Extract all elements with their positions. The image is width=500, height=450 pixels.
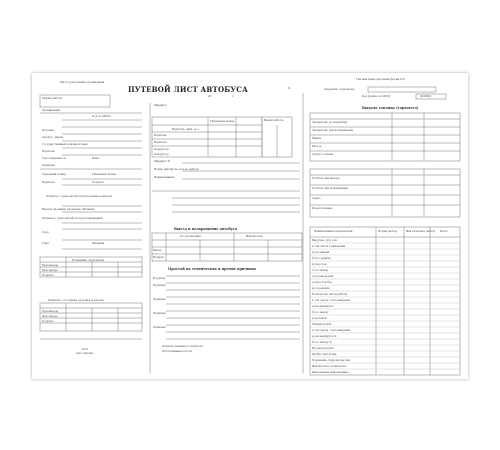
downtime-header: Простой на технических и прочих причинах xyxy=(168,267,257,271)
indicator-row-label: Общий пробег xyxy=(312,323,332,326)
indicator-row-label: в том числе с пассажирами xyxy=(312,329,351,332)
assignment-label: Наименование xyxy=(154,176,175,179)
depart-col-schedule: По расписанию xyxy=(180,235,202,238)
conductor-row-1: Кондуктор xyxy=(154,148,169,151)
time-in-label: Срок xyxy=(42,231,49,234)
indicator-row-label: Количество часов работы xyxy=(312,293,348,296)
accepted-label: Отметка о сдаче автобуса при возвращении xyxy=(42,217,103,220)
med-row-in: При заезде xyxy=(42,315,58,318)
driver-row-2: Водитель xyxy=(154,141,167,144)
downtime-reason-3: Причина xyxy=(153,312,166,315)
col-personnel: Табельный номер xyxy=(210,120,235,123)
indicator-row-label: б) по графику xyxy=(312,257,331,260)
med-label: Отметка о состоянии здоровья водителя xyxy=(48,299,104,302)
sign-line-label: Отметка о сдаче автобуса при приеме водителя xyxy=(46,195,113,198)
form-code: Типовая межотраслевая форма № 6 xyxy=(356,78,406,81)
depart-row-out: Выезд xyxy=(153,249,162,252)
indicator-col-norm: Норма расход xyxy=(378,230,398,233)
time-label-1: Остаток при выезде xyxy=(312,177,340,180)
indicator-row-label: в) простои xyxy=(312,263,327,266)
form-title: ПУТЕВОЙ ЛИСТ АВТОБУСА xyxy=(128,85,248,94)
time-label-3: Сдано xyxy=(312,197,321,200)
indicator-row-label: Фактическое количество xyxy=(312,365,347,368)
mechanic-label: Механик xyxy=(92,242,105,245)
med-row-sign: Подпись xyxy=(42,320,54,323)
number-sign: № xyxy=(288,87,291,90)
control-signature: Отметка линейного контроля xyxy=(162,345,203,348)
stamp-label: М.П. xyxy=(82,348,89,351)
indicator-col-total: Всего xyxy=(440,230,448,233)
fuel-row-1: Заправлено по нормативу xyxy=(312,121,348,124)
personnel-label: Табельный номер xyxy=(92,173,117,176)
sign-label: Подпись xyxy=(92,181,104,184)
col-work: Время работы xyxy=(264,119,284,122)
class-label: Класс xyxy=(92,157,101,160)
column-label: Колонна xyxy=(42,129,54,132)
org-stamp-label: Место для штампа организации xyxy=(60,81,105,84)
med-row-out: При выезде xyxy=(42,310,59,313)
year-label: г. xyxy=(232,95,235,98)
indicator-row-label: ж) в ремонте xyxy=(312,287,330,290)
indicator-row-label: б) по заказу xyxy=(312,311,329,314)
indicator-row-label: Пробег при возвр. xyxy=(312,353,338,356)
fuel-header: Выдача топлива (горючего) xyxy=(362,106,419,110)
garage-label: Гаражный номер xyxy=(42,173,66,176)
fuel-row-2: Заправлено при возвращении xyxy=(312,129,354,132)
indicator-row-label: а) на маршруте xyxy=(312,305,334,308)
counter-header: Показания спидометра xyxy=(72,259,105,262)
downtime-from: В группе xyxy=(153,277,166,280)
departure-header: Выезд и возвращение автобуса xyxy=(174,227,238,231)
org-label: Организация xyxy=(42,109,61,112)
indicator-row-label: г) по заказу xyxy=(312,269,329,272)
driver-id-label: Удостоверение № xyxy=(42,157,66,160)
service-signature: Обслуживание в пути xyxy=(162,350,192,353)
fuel-row-3: Марка xyxy=(312,137,322,140)
indicator-row-label: в том числе с пассажирами xyxy=(312,299,351,302)
indicator-row-label: Выручка, руб. коп. xyxy=(312,239,338,242)
gov-number-label: Государственный номерной знак xyxy=(42,143,88,146)
trailer-label: Прицепы xyxy=(42,164,55,167)
release-label: Выпуск на линию разрешен. Механик xyxy=(42,208,95,211)
okud-label: Код формы по ОКУД xyxy=(362,95,391,98)
okud-value: 0345001 xyxy=(420,95,432,98)
driver-row-1: Водитель xyxy=(154,134,167,137)
drivers-header: Водитель, фам., и.о. xyxy=(172,128,200,131)
indicator-col-fact: Факт-ические расход xyxy=(406,230,436,233)
indicator-col-name: Наименование показателей xyxy=(314,230,353,233)
fuel-row-4: Расход xyxy=(312,145,322,148)
indicator-row-label: б) по заказу № xyxy=(312,341,332,344)
depart-row-back: Возврат xyxy=(153,256,164,259)
time-label-2: Остаток при возвращении xyxy=(312,187,349,190)
route-order-label: Номер маршрута, кол-во рейсов xyxy=(154,168,199,171)
checked-by-label: Водитель xyxy=(42,181,55,184)
time-label-4: Израсходовано xyxy=(312,207,333,210)
okpo-label: Код по ОКПО xyxy=(92,115,111,118)
counter-row-sign: Подпись xyxy=(42,274,54,277)
ownership-label: Сведения о перевозке xyxy=(324,88,355,91)
date-label: 20 xyxy=(208,95,212,98)
indicator-row-label: в) нулевой xyxy=(312,317,327,320)
doctor-label: или отметки xyxy=(76,352,94,355)
work-mode-label: Режим работы xyxy=(42,97,63,100)
bus-brand-label: Автобус, марка xyxy=(42,136,64,139)
depart-col-actual: Фактически xyxy=(246,235,263,238)
indicator-row-label: в том числе в движении xyxy=(312,245,346,248)
route-label: Маршрут xyxy=(154,104,167,107)
waybill-sheet xyxy=(32,73,468,379)
time-to-label: Сдал xyxy=(42,242,49,245)
indicator-row-label: а) на маршруте № xyxy=(312,335,337,338)
indicator-row-label: Выполнение выполненных xyxy=(312,371,349,374)
counter-row-out: При выезде xyxy=(42,264,59,267)
form-grid-lines xyxy=(32,73,468,379)
indicator-row-label: д) нулевой рейс xyxy=(312,275,334,278)
indicator-row-label: а) за линией xyxy=(312,251,330,254)
fuel-row-5: Литры топлива xyxy=(312,153,333,156)
counter-row-in: При заезде xyxy=(42,269,58,272)
conductor-row-2: Кондуктор xyxy=(154,153,169,156)
indicator-row-label: Нулевой пробег xyxy=(312,347,334,350)
indicator-row-label: е) простои без xyxy=(312,281,332,284)
driver-label: Водитель xyxy=(42,150,55,153)
downtime-reason-4: Причина xyxy=(153,326,166,329)
indicator-row-label: Показание спидометра при xyxy=(312,359,350,362)
downtime-reason-2: Причина xyxy=(153,298,166,301)
route-no-label: Маршрут № xyxy=(154,160,171,163)
downtime-reason-1: Причина xyxy=(153,284,166,287)
